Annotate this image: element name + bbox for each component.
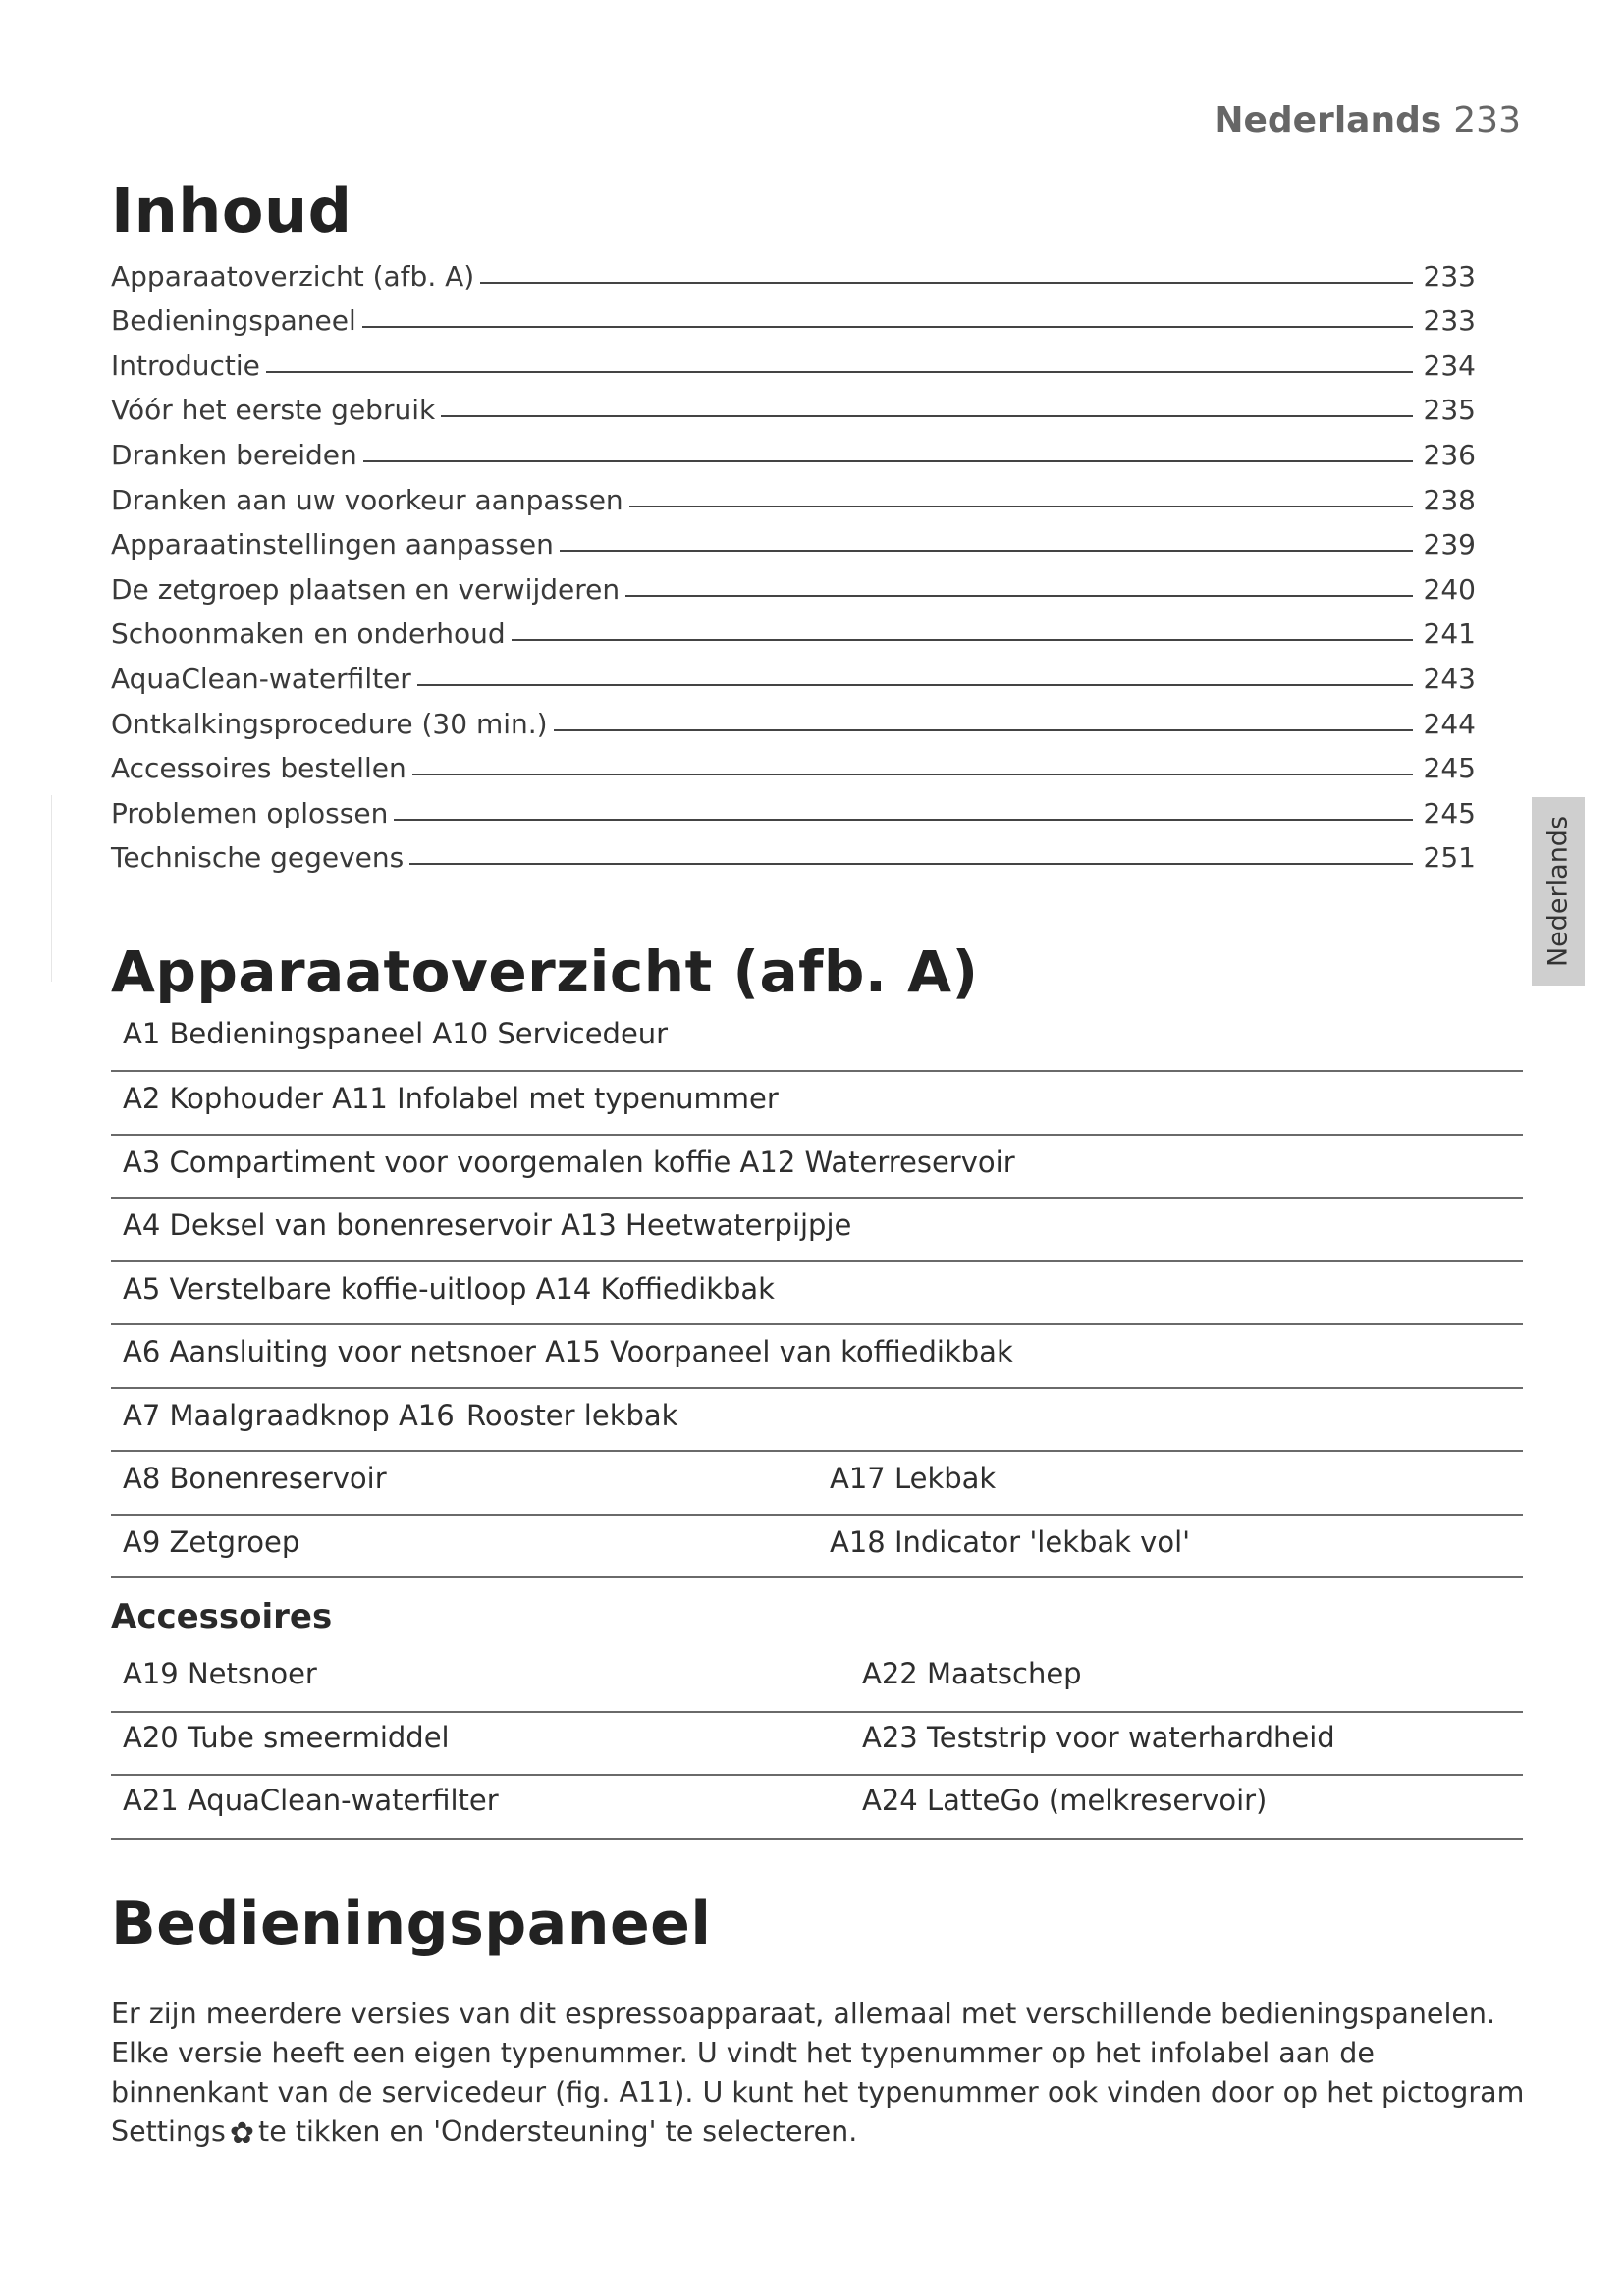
toc-entry[interactable] [111,471,1476,516]
toc-entry-page: 235 [1423,394,1476,427]
table-row [111,1452,1523,1516]
toc-leader [266,371,1413,373]
overview-cell: A8 Bonenreservoir [123,1462,387,1495]
table-row [111,1713,1523,1777]
overview-cell: A5 Verstelbare koffie-uitloop A14 Koffiedikbak [123,1271,775,1306]
toc-entry-label: Introductie [111,348,260,382]
toc-leader [394,819,1413,821]
control-panel-paragraph [111,1995,1525,2154]
table-row [111,1199,1523,1262]
toc-entry-label: De zetgroep plaatsen en verwijderen [111,572,621,606]
toc-title: Inhoud [111,175,352,246]
toc-entry[interactable] [111,650,1476,695]
toc-leader [417,684,1413,686]
overview-cell: A3 Compartiment voor voorgemalen koffie A12 Waterreservoir [123,1145,1015,1179]
toc-entry-label: Dranken aan uw voorkeur aanpassen [111,483,623,516]
paragraph-text: Er zijn meerdere versies van dit espressoapparaat, allemaal met verschillende bedieningspanelen. Elke versie heeft een eigen typenummer. U vindt het typenummer op het infolabel aan de binnenkant van de servicedeur (fig. A11). U kunt het typenummer ook vinden door op het pictogram Settings [111,1997,1525,2148]
toc-leader [363,460,1413,462]
paragraph-text: te tikken en 'Ondersteuning' te selecteren. [258,2114,858,2148]
toc-entry-page: 233 [1423,259,1476,293]
toc-entry-page: 236 [1423,438,1476,471]
accessory-cell: A24 LatteGo (melkreservoir) [862,1784,1268,1817]
header-page-number: 233 [1453,100,1521,140]
toc-entry-page: 243 [1423,662,1476,695]
toc-entry-page: 245 [1423,796,1476,829]
toc-entry[interactable] [111,829,1476,875]
table-row [111,1649,1523,1713]
toc-entry-label: Apparaatinstellingen aanpassen [111,528,554,561]
toc-leader [412,774,1413,775]
overview-title: Apparaatoverzicht (afb. A) [111,938,979,1005]
toc-entry-page: 241 [1423,617,1476,651]
toc-entry-label: Ontkalkingsprocedure (30 min.) [111,707,548,740]
toc-leader [480,282,1413,284]
table-row [111,1389,1523,1453]
toc-entry-label: Vóór het eerste gebruik [111,394,436,427]
overview-cell: A2 Kophouder A11 Infolabel met typenummer [123,1082,779,1115]
table-row [111,1262,1523,1326]
toc-entry[interactable] [111,784,1476,829]
accessory-cell: A23 Teststrip voor waterhardheid [862,1720,1335,1754]
overview-cell: A4 Deksel van bonenreservoir A13 Heetwaterpijpje [123,1208,852,1242]
language-side-tab [1532,797,1585,986]
toc-entry-label: AquaClean-waterfilter [111,662,411,695]
toc-entry-label: Accessoires bestellen [111,752,406,785]
table-row [111,1516,1523,1579]
toc-entry-page: 240 [1423,572,1476,606]
toc-entry-page: 239 [1423,528,1476,561]
toc-entry[interactable] [111,606,1476,651]
toc-leader [560,550,1413,552]
toc-entry[interactable] [111,740,1476,785]
header-language: Nederlands [1214,100,1442,140]
overview-cell: A6 Aansluiting voor netsnoer A15 Voorpaneel van koffiedikbak [123,1335,1013,1368]
toc-entry[interactable] [111,561,1476,606]
table-row [111,1776,1523,1840]
overview-cell: A18 Indicator 'lekbak vol' [830,1524,1191,1559]
toc-entry-label: Technische gegevens [111,841,405,875]
accessory-cell: A21 AquaClean-waterfilter [123,1784,499,1817]
toc-entry[interactable] [111,247,1476,293]
toc-entry[interactable] [111,293,1476,338]
overview-cell: A9 Zetgroep [123,1524,300,1559]
accessory-cell: A22 Maatschep [862,1657,1082,1690]
toc-entry-label: Problemen oplossen [111,796,389,829]
toc-entry-label: Bedieningspaneel [111,304,356,338]
toc-leader [625,595,1413,597]
accessory-cell: A20 Tube smeermiddel [123,1720,450,1754]
toc-entry-page: 234 [1423,348,1476,382]
table-row [111,1011,1523,1072]
page-header [1214,100,1521,140]
toc-entry-page: 251 [1423,841,1476,875]
overview-cell: A1 Bedieningspaneel A10 Servicedeur [123,1017,669,1050]
overview-cell: Rooster lekbak [466,1398,678,1432]
accessories-title: Accessoires [111,1597,333,1636]
toc-entry[interactable] [111,695,1476,740]
margin-rule [51,795,52,982]
table-row [111,1325,1523,1389]
toc-entry-page: 238 [1423,483,1476,516]
overview-table [111,1011,1523,1578]
toc-entry-label: Apparaatoverzicht (afb. A) [111,259,475,293]
toc-leader [409,863,1413,865]
toc-entry-page: 244 [1423,707,1476,740]
toc-leader [554,729,1413,731]
toc-leader [441,415,1413,417]
accessory-cell: A19 Netsnoer [123,1657,317,1690]
toc-entry[interactable] [111,426,1476,471]
toc-entry[interactable] [111,382,1476,427]
overview-cell: A17 Lekbak [830,1462,997,1495]
toc-entry[interactable] [111,516,1476,561]
toc-leader [362,326,1413,328]
toc-entry-label: Schoonmaken en onderhoud [111,617,506,651]
toc-leader [512,639,1413,641]
side-tab-label: Nederlands [1543,815,1574,968]
control-panel-title: Bedieningspaneel [111,1890,712,1958]
toc-entry[interactable] [111,337,1476,382]
toc-entry-page: 245 [1423,752,1476,785]
gear-icon: ✿ [229,2115,255,2151]
toc-entry-label: Dranken bereiden [111,438,357,471]
accessories-table [111,1649,1523,1840]
toc-entry-page: 233 [1423,304,1476,338]
table-of-contents [111,247,1476,874]
overview-cell: A7 Maalgraadknop A16 [123,1398,455,1432]
table-row [111,1136,1523,1200]
table-row [111,1072,1523,1136]
toc-leader [629,506,1413,507]
